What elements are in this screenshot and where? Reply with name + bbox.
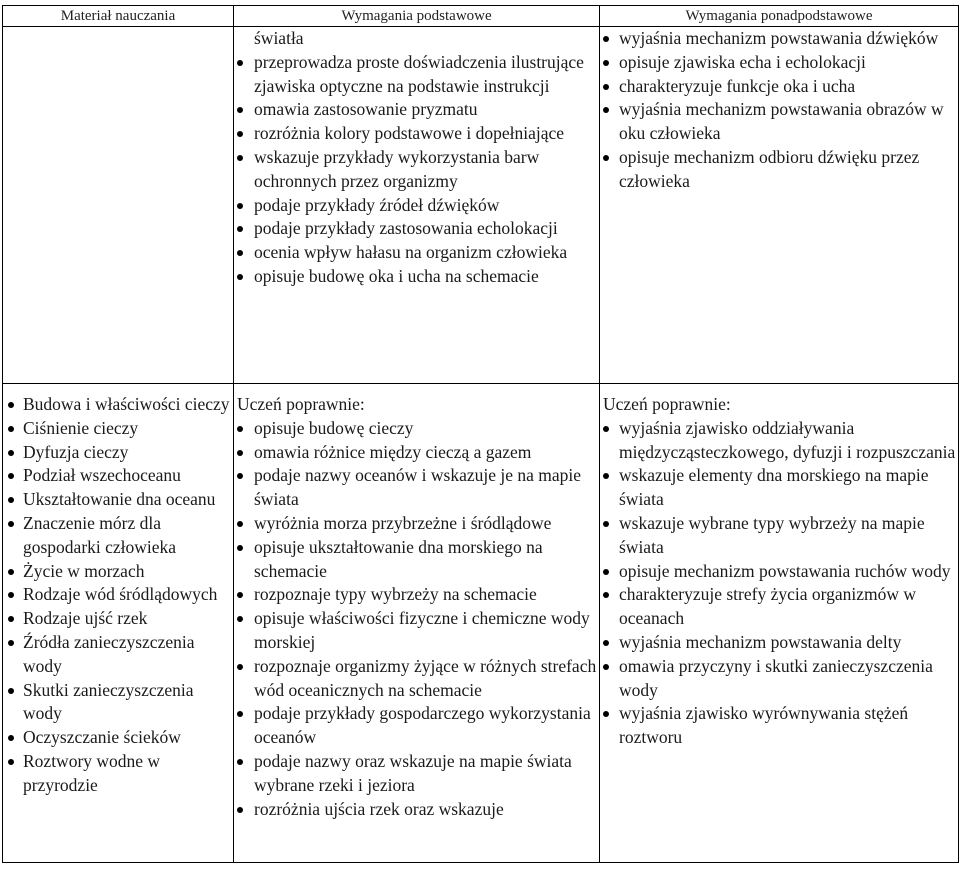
material-topics-list xyxy=(3,393,233,798)
list-item: Dyfuzja cieczy xyxy=(3,441,233,465)
curriculum-table xyxy=(2,5,959,863)
advanced-requirements-list xyxy=(600,27,958,194)
table-row xyxy=(3,384,959,863)
list-item: rozróżnia ujścia rzek oraz wskazuje xyxy=(234,798,599,822)
list-item: rozróżnia kolory podstawowe i dopełniające xyxy=(234,122,599,146)
advanced-requirements-list xyxy=(600,417,958,750)
list-item: opisuje mechanizm powstawania ruchów wody xyxy=(600,560,958,584)
advanced-requirements-cell xyxy=(600,384,959,863)
list-item: opisuje zjawiska echa i echolokacji xyxy=(600,51,958,75)
list-item: wyjaśnia zjawisko oddziaływania międzycząsteczkowego, dyfuzji i rozpuszczania xyxy=(600,417,958,465)
list-item: podaje przykłady zastosowania echolokacji xyxy=(234,217,599,241)
list-item: wskazuje wybrane typy wybrzeży na mapie świata xyxy=(600,512,958,560)
list-item: opisuje budowę cieczy xyxy=(234,417,599,441)
material-cell xyxy=(3,384,234,863)
list-item: Rodzaje wód śródlądowych xyxy=(3,583,233,607)
list-item: podaje nazwy oraz wskazuje na mapie świata wybrane rzeki i jeziora xyxy=(234,750,599,798)
header-row xyxy=(3,6,959,27)
list-item: wyjaśnia mechanizm powstawania obrazów w oku człowieka xyxy=(600,98,958,146)
list-item: Życie w morzach xyxy=(3,560,233,584)
list-item: ocenia wpływ hałasu na organizm człowieka xyxy=(234,241,599,265)
basic-requirements-list xyxy=(234,417,599,822)
header-advanced-requirements: Wymagania ponadpodstawowe xyxy=(600,6,959,27)
basic-requirements-cell xyxy=(234,384,600,863)
list-item: wskazuje przykłady wykorzystania barw ochronnych przez organizmy xyxy=(234,146,599,194)
list-item: Ukształtowanie dna oceanu xyxy=(3,488,233,512)
list-item: wyjaśnia mechanizm powstawania dźwięków xyxy=(600,27,958,51)
table-row xyxy=(3,27,959,384)
list-item: wyjaśnia mechanizm powstawania delty xyxy=(600,631,958,655)
list-item: wyróżnia morza przybrzeżne i śródlądowe xyxy=(234,512,599,536)
list-item: opisuje ukształtowanie dna morskiego na schemacie xyxy=(234,536,599,584)
list-item: opisuje właściwości fizyczne i chemiczne wody morskiej xyxy=(234,607,599,655)
basic-requirements-cell xyxy=(234,27,600,384)
list-item: Znaczenie mórz dla gospodarki człowieka xyxy=(3,512,233,560)
header-basic-requirements: Wymagania podstawowe xyxy=(234,6,600,27)
list-item: wskazuje elementy dna morskiego na mapie świata xyxy=(600,464,958,512)
list-item: Rodzaje ujść rzek xyxy=(3,607,233,631)
list-item: podaje nazwy oceanów i wskazuje je na mapie świata xyxy=(234,464,599,512)
list-item: rozpoznaje organizmy żyjące w różnych strefach wód oceanicznych na schemacie xyxy=(234,655,599,703)
material-cell xyxy=(3,27,234,384)
list-item: Źródła zanieczyszczenia wody xyxy=(3,631,233,679)
list-item: omawia różnice między cieczą a gazem xyxy=(234,441,599,465)
list-item: Oczyszczanie ścieków xyxy=(3,726,233,750)
list-item: podaje przykłady źródeł dźwięków xyxy=(234,194,599,218)
list-item: Podział wszechoceanu xyxy=(3,464,233,488)
list-item: wyjaśnia zjawisko wyrównywania stężeń roztworu xyxy=(600,702,958,750)
list-item: charakteryzuje strefy życia organizmów w oceanach xyxy=(600,583,958,631)
list-item: opisuje mechanizm odbioru dźwięku przez człowieka xyxy=(600,146,958,194)
advanced-intro: Uczeń poprawnie: xyxy=(603,394,731,414)
list-item: charakteryzuje funkcje oka i ucha xyxy=(600,75,958,99)
list-item: Roztwory wodne w przyrodzie xyxy=(3,750,233,798)
list-item: Skutki zanieczyszczenia wody xyxy=(3,679,233,727)
header-material: Materiał nauczania xyxy=(3,6,234,27)
continuation-text: światła xyxy=(254,28,304,48)
list-item: omawia zastosowanie pryzmatu xyxy=(234,98,599,122)
list-item: Budowa i właściwości cieczy xyxy=(3,393,233,417)
list-item: opisuje budowę oka i ucha na schemacie xyxy=(234,265,599,289)
advanced-requirements-cell xyxy=(600,27,959,384)
list-item: Ciśnienie cieczy xyxy=(3,417,233,441)
list-item: podaje przykłady gospodarczego wykorzystania oceanów xyxy=(234,702,599,750)
basic-intro: Uczeń poprawnie: xyxy=(237,394,365,414)
list-item: przeprowadza proste doświadczenia ilustrujące zjawiska optyczne na podstawie instrukcji xyxy=(234,51,599,99)
basic-requirements-list xyxy=(234,51,599,289)
list-item: omawia przyczyny i skutki zanieczyszczenia wody xyxy=(600,655,958,703)
list-item: rozpoznaje typy wybrzeży na schemacie xyxy=(234,583,599,607)
